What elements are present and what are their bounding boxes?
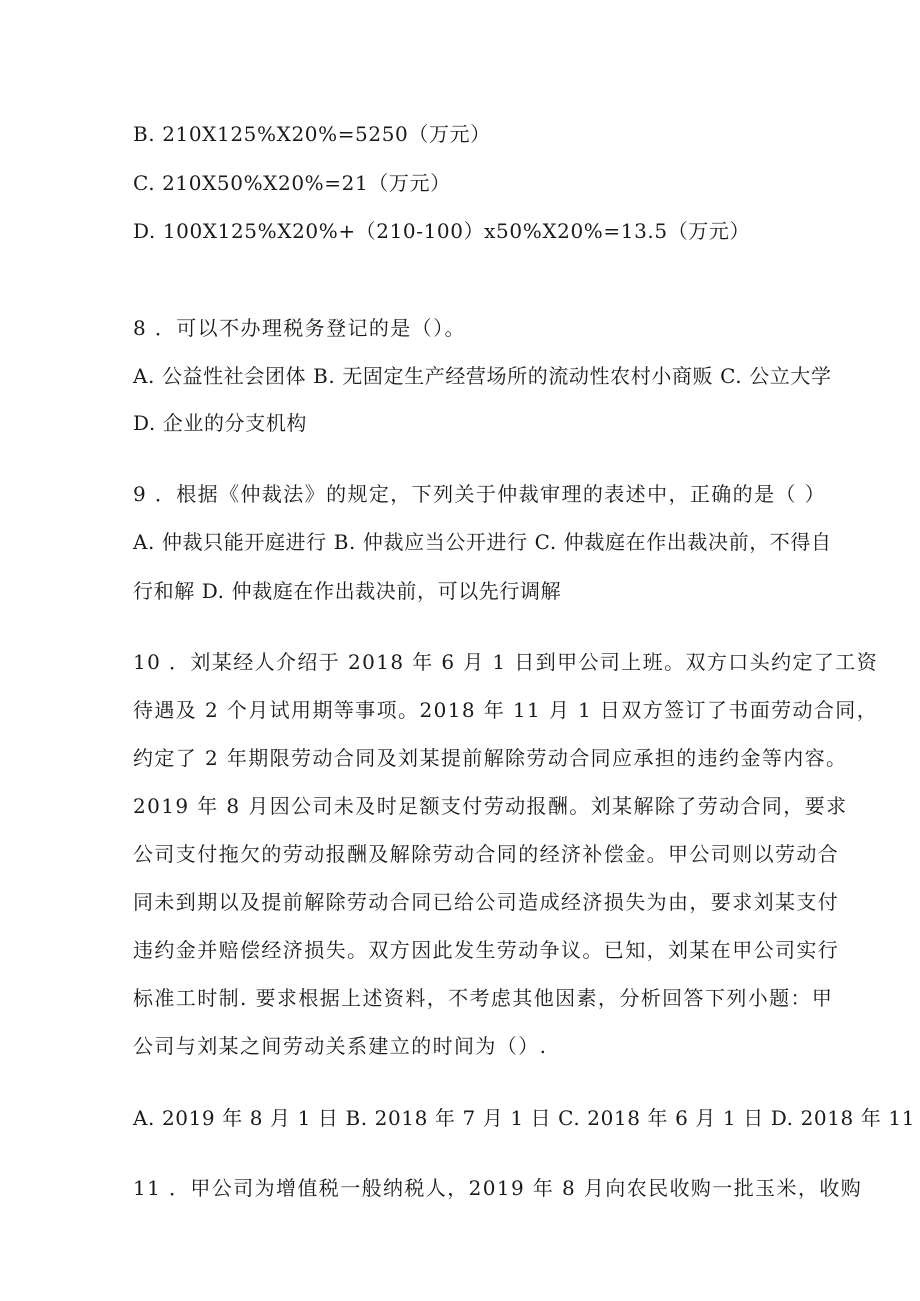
question-10-line: 约定了 2 年期限劳动合同及刘某提前解除劳动合同应承担的违约金等内容。 [133,746,848,770]
question-8-options-line1: A. 公益性社会团体 B. 无固定生产经营场所的流动性农村小商贩 C. 公立大学 [133,364,832,388]
question-11-stem: 11 ．甲公司为增值税一般纳税人，2019 年 8 月向农民收购一批玉米，收购 [133,1176,863,1200]
question-10-options: A. 2019 年 8 月 1 日 B. 2018 年 7 月 1 日 C. 2018 年 6 月 1 日 D. 2018 年 11 [133,1106,916,1130]
question-10-line: 同未到期以及提前解除劳动合同已给公司造成经济损失为由，要求刘某支付 [133,890,840,914]
option-b-prev: B. 210X125%X20%=5250（万元） [133,122,491,146]
question-9-stem: 9 ．根据《仲裁法》的规定，下列关于仲裁审理的表述中，正确的是（ ） [133,482,827,506]
question-10-line: 标准工时制. 要求根据上述资料，不考虑其他因素，分析回答下列小题：甲 [133,986,834,1010]
question-8-stem: 8 ．可以不办理税务登记的是（）。 [133,316,466,340]
question-10-line: 违约金并赔偿经济损失。双方因此发生劳动争议。已知，刘某在甲公司实行 [133,938,840,962]
question-8-options-line2: D. 企业的分支机构 [133,411,308,435]
question-10-line: 待遇及 2 个月试用期等事项。2018 年 11 月 1 日双方签订了书面劳动合同， [133,698,879,722]
option-d-prev: D. 100X125%X20%+（210-100）x50%X20%=13.5（万元） [133,219,751,243]
question-10-line: 2019 年 8 月因公司未及时足额支付劳动报酬。刘某解除了劳动合同，要求 [133,794,848,818]
question-10-line: 公司与刘某之间劳动关系建立的时间为（）. [133,1034,548,1058]
question-9-options-line1: A. 仲裁只能开庭进行 B. 仲裁应当公开进行 C. 仲裁庭在作出裁决前，不得自 [133,530,832,554]
question-10-line: 10 ．刘某经人介绍于 2018 年 6 月 1 日到甲公司上班。双方口头约定了工资 [133,650,879,674]
option-c-prev: C. 210X50%X20%=21（万元） [133,171,451,195]
question-10-line: 公司支付拖欠的劳动报酬及解除劳动合同的经济补偿金。甲公司则以劳动合 [133,842,840,866]
question-9-options-line2: 行和解 D. 仲裁庭在作出裁决前，可以先行调解 [133,579,562,603]
